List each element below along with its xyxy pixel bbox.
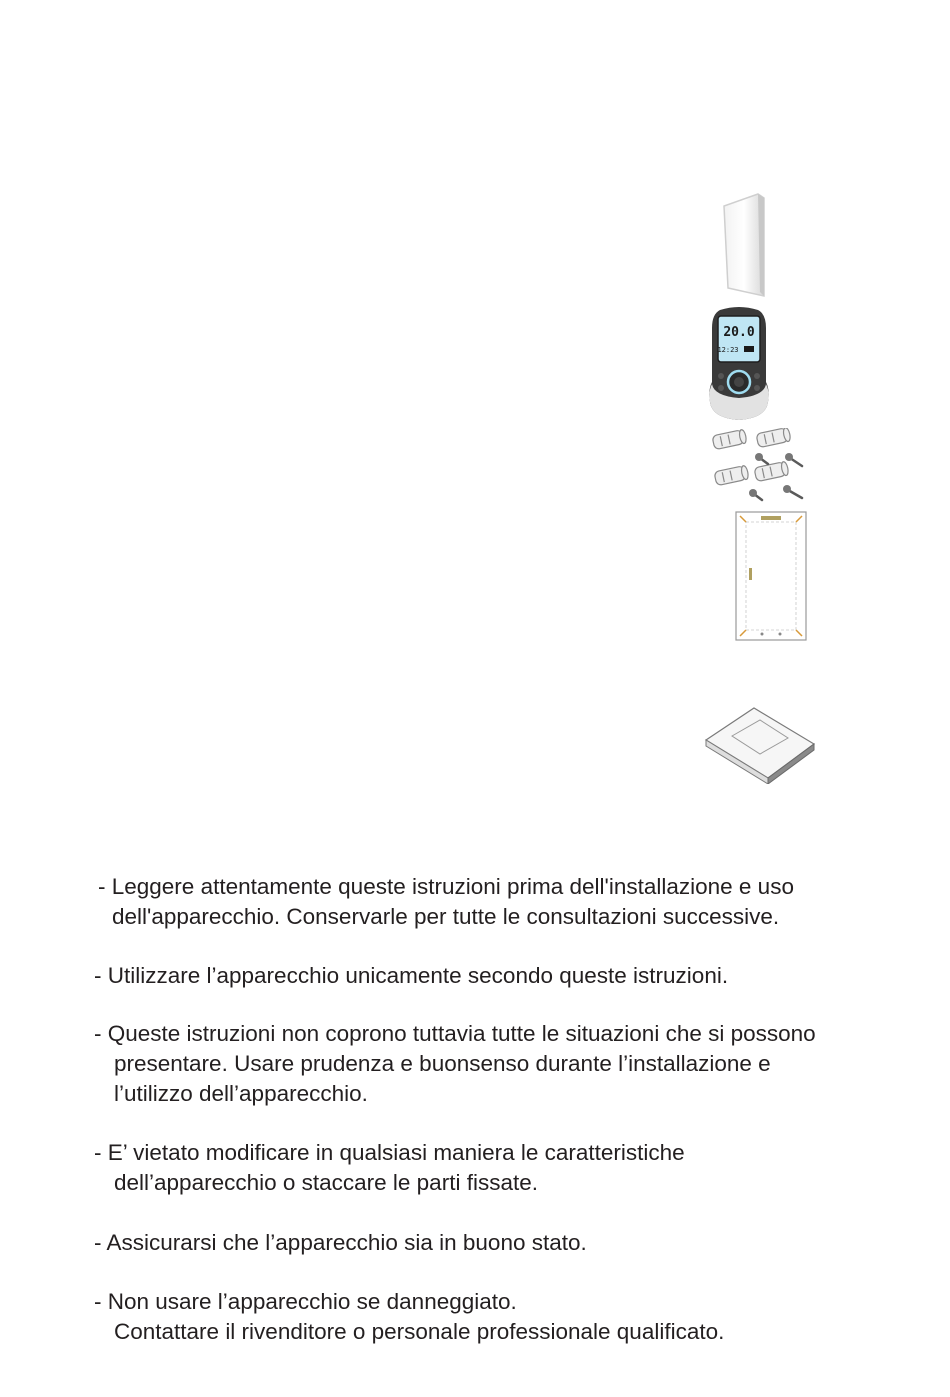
instruction-line: - Non usare l’apparecchio se danneggiato. — [94, 1289, 517, 1314]
instruction-line: - Utilizzare l’apparecchio unicamente secondo queste istruzioni. — [94, 963, 729, 988]
mounting-template-icon — [732, 508, 810, 644]
glass-panel-icon — [722, 192, 766, 298]
instruction-line: presentare. Usare prudenza e buonsenso durante l’installazione e — [114, 1051, 771, 1076]
instruction-line: - Queste istruzioni non coprono tuttavia tutte le situazioni che si possono — [94, 1021, 816, 1046]
remote-control-icon — [708, 306, 770, 422]
instruction-line: - Assicurarsi che l’apparecchio sia in buono stato. — [94, 1230, 587, 1255]
remote-display-temperature: 20.0 — [723, 325, 755, 340]
instruction-line: Contattare il rivenditore o personale professionale qualificato. — [114, 1319, 725, 1344]
instruction-item — [94, 1019, 816, 1109]
instruction-line: - E’ vietato modificare in qualsiasi maniera le caratteristiche — [94, 1140, 685, 1165]
instruction-line: - Leggere attentamente queste istruzioni prima dell'installazione e uso — [98, 874, 794, 899]
instruction-item — [94, 1287, 724, 1347]
instruction-item — [98, 872, 794, 932]
instruction-line: dell'apparecchio. Conservarle per tutte le consultazioni successive. — [112, 904, 780, 929]
instruction-line: dell’apparecchio o staccare le parti fissate. — [114, 1170, 538, 1195]
manual-booklet-icon — [702, 700, 818, 784]
wall-fixings-icon — [706, 428, 816, 506]
instruction-line: l’utilizzo dell’apparecchio. — [114, 1081, 368, 1106]
instruction-item — [94, 1228, 587, 1258]
instruction-item — [94, 1138, 685, 1198]
remote-display-time: 12:23 — [717, 346, 739, 354]
instruction-item — [94, 961, 728, 991]
